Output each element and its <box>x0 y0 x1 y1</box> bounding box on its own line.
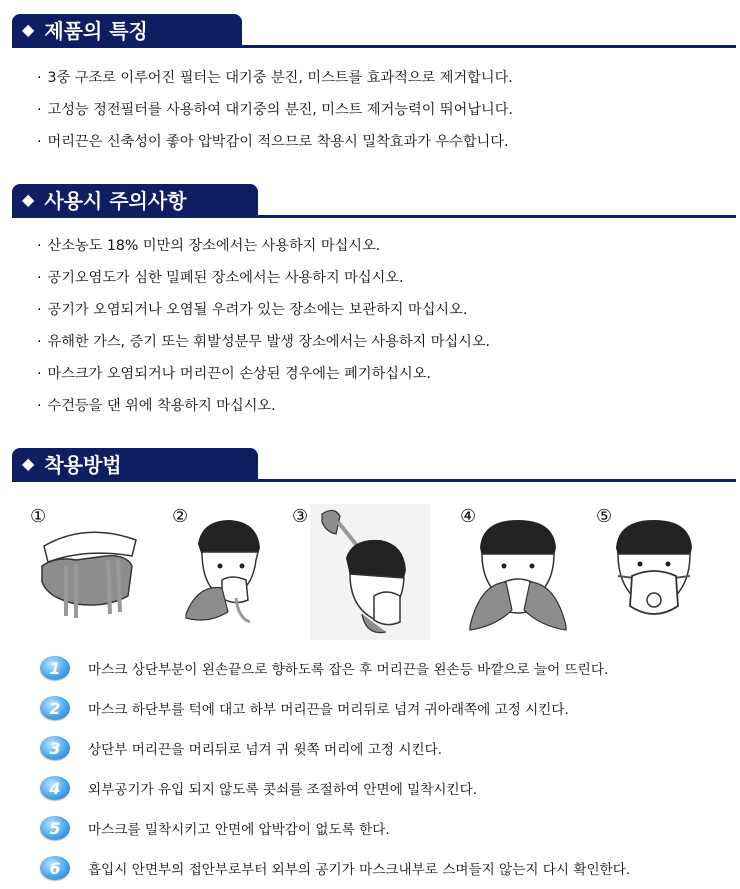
list-item: · 고성능 정전필터를 사용하여 대기중의 분진, 미스트 제거능력이 뛰어납니다. <box>37 102 513 118</box>
figure-label: ⑤ <box>596 506 613 527</box>
list-item: · 산소농도 18% 미만의 장소에서는 사용하지 마십시오. <box>37 238 381 254</box>
list-item: · 공기오염도가 심한 밀폐된 장소에서는 사용하지 마십시오. <box>37 270 404 286</box>
list-item <box>40 688 630 728</box>
list-item: · 마스크가 오염되거나 머리끈이 손상된 경우에는 폐기하십시오. <box>37 366 431 382</box>
step-text: 외부공기가 유입 되지 않도록 콧쇠를 조절하여 안면에 밀착시킨다. <box>88 782 478 798</box>
section-header-howto <box>12 448 736 482</box>
face-mask-chin-icon <box>178 514 274 626</box>
section-tab <box>12 184 258 215</box>
mask-worn-icon <box>604 514 704 626</box>
step-text: 마스크 상단부분이 왼손끝으로 향하도록 잡은 후 머리끈을 왼손등 바깥으로 늘어 뜨린다. <box>88 662 609 678</box>
step-text: 마스크를 밀착시키고 안면에 압박감이 없도록 한다. <box>88 822 390 838</box>
step-number-badge: 3 <box>40 736 70 760</box>
step-text: 상단부 머리끈을 머리뒤로 넘겨 귀 윗쪽 머리에 고정 시킨다. <box>88 742 443 758</box>
step-number-badge: 1 <box>40 656 70 680</box>
list-item <box>40 648 630 688</box>
list-item: · 3중 구조로 이루어진 필터는 대기중 분진, 미스트를 효과적으로 제거합니다. <box>37 70 513 86</box>
hand-holding-mask-icon <box>36 526 148 622</box>
cautions-list <box>37 230 490 422</box>
strap-over-head-icon <box>300 504 430 640</box>
section-title: 제품의 특징 <box>44 19 148 43</box>
features-list <box>37 62 513 158</box>
diamond-icon: ◆ <box>22 190 35 209</box>
list-item: · 수건등을 댄 위에 착용하지 마십시오. <box>37 398 276 414</box>
nose-clip-adjust-icon <box>466 514 570 632</box>
diamond-icon: ◆ <box>22 20 35 39</box>
list-item <box>40 768 630 808</box>
step-number-badge: 4 <box>40 776 70 800</box>
howto-steps-list <box>40 648 630 888</box>
section-underline <box>12 479 736 482</box>
section-title: 사용시 주의사항 <box>44 189 187 213</box>
diamond-icon: ◆ <box>22 454 35 473</box>
section-tab <box>12 14 242 45</box>
list-item <box>40 728 630 768</box>
figure-label: ④ <box>460 506 477 527</box>
list-item <box>40 808 630 848</box>
section-tab <box>12 448 258 479</box>
section-title: 착용방법 <box>44 453 122 477</box>
step-number-badge: 2 <box>40 696 70 720</box>
list-item: · 유해한 가스, 증기 또는 휘발성분무 발생 장소에서는 사용하지 마십시오. <box>37 334 491 350</box>
section-underline <box>12 215 736 218</box>
list-item <box>40 848 630 888</box>
section-header-cautions <box>12 184 736 218</box>
step-number-badge: 6 <box>40 856 70 880</box>
list-item: · 공기가 오염되거나 오염될 우려가 있는 장소에는 보관하지 마십시오. <box>37 302 468 318</box>
step-number-badge: 5 <box>40 816 70 840</box>
section-header-features <box>12 14 736 48</box>
figure-label: ③ <box>292 506 309 527</box>
wearing-steps-illustration <box>0 500 740 650</box>
section-underline <box>12 45 736 48</box>
step-text: 흡입시 안면부의 접안부로부터 외부의 공기가 마스크내부로 스며들지 않는지 다시 확인한다. <box>88 862 631 878</box>
figure-label: ② <box>172 506 189 527</box>
list-item: · 머리끈은 신축성이 좋아 압박감이 적으므로 착용시 밀착효과가 우수합니다. <box>37 134 509 150</box>
figure-label: ① <box>30 506 47 527</box>
step-text: 마스크 하단부를 턱에 대고 하부 머리끈을 머리뒤로 넘겨 귀아래쪽에 고정 시킨다. <box>88 702 569 718</box>
